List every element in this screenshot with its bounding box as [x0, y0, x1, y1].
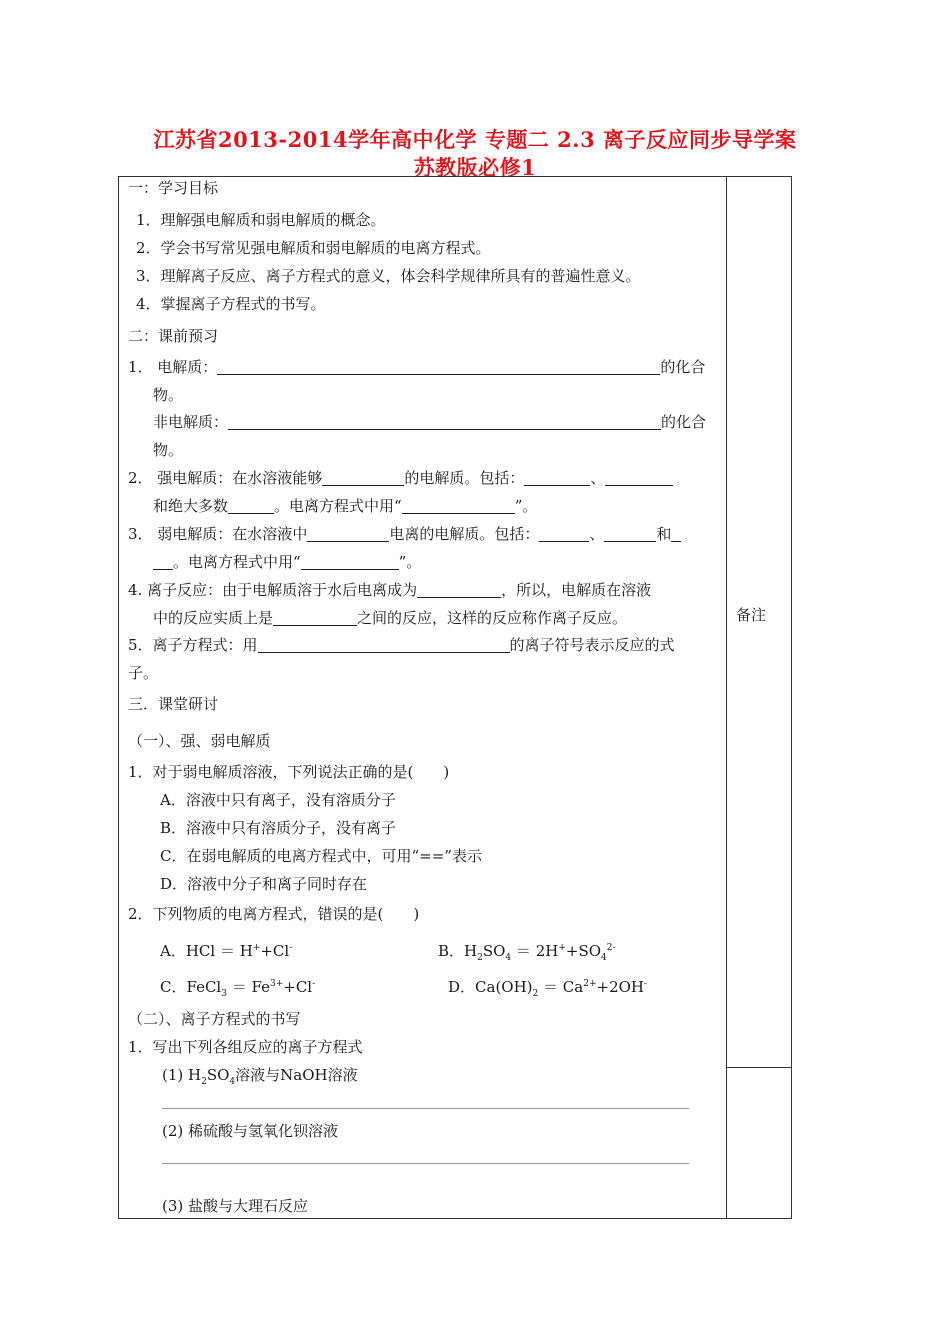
option-b: B．溶液中只有溶质分子，没有离子 — [160, 819, 397, 837]
blank-ionic-equation[interactable] — [258, 637, 510, 653]
q2-cont-end: ”。 — [514, 497, 538, 515]
q3-and: 和 — [656, 525, 672, 543]
q1-wrap: 物。 — [153, 386, 184, 404]
blank-strong-symbol[interactable] — [402, 498, 515, 514]
preview-q3-cont — [153, 552, 421, 572]
q5-label: 5．离子方程式：用 — [128, 636, 258, 654]
opt-c-text2: ＝ Fe — [226, 978, 270, 996]
q3-sep: 、 — [589, 525, 605, 543]
q5-wrap: 子。 — [128, 664, 159, 682]
reaction-1-sub: 2 — [201, 1077, 207, 1087]
preview-q5 — [128, 635, 675, 655]
q2-option-d — [448, 977, 647, 997]
opt-d-text2: ＝ Ca — [538, 978, 584, 996]
q3-text: 电离的电解质。包括： — [389, 525, 540, 543]
q4-cont-text: 中的反应实质上是 — [153, 609, 274, 627]
q2-option-b — [438, 941, 616, 961]
opt-b-text3: ＝ 2H — [511, 942, 559, 960]
option-a: A．溶液中只有离子，没有溶质分子 — [160, 791, 396, 809]
preview-q2 — [128, 468, 673, 488]
preview-q1 — [128, 357, 705, 377]
opt-a-sup2: - — [289, 943, 293, 953]
q2-option-c — [160, 977, 315, 997]
question-3: 1．写出下列各组反应的离子方程式 — [128, 1038, 363, 1056]
blank-ionic-2[interactable] — [273, 610, 357, 626]
blank-weak-symbol[interactable] — [301, 554, 399, 570]
q2-label: 2． 强电解质：在水溶液能够 — [128, 469, 323, 487]
blank-electrolyte-definition[interactable] — [217, 359, 660, 375]
reaction-1-text3: 溶液与NaOH溶液 — [235, 1066, 358, 1084]
opt-b-sub2: 4 — [505, 953, 512, 963]
subsection-electrolytes: （一）、强、弱电解质 — [128, 732, 271, 750]
opt-d-text3: +2OH — [596, 978, 645, 996]
notes-column-label: 备注 — [736, 606, 767, 624]
document-title-line2: 苏教版必修1 — [413, 155, 537, 180]
blank-ionic-1[interactable] — [417, 582, 501, 598]
q3-cont-text: 。电离方程式中用“ — [173, 553, 301, 571]
q3-cont-end: ”。 — [398, 553, 422, 571]
opt-c-sup2: - — [312, 979, 316, 989]
reaction-3: (3) 盐酸与大理石反应 — [162, 1197, 309, 1215]
opt-c-sup: 3+ — [269, 979, 284, 989]
preview-q4-cont — [153, 608, 627, 628]
q1-non-label: 非电解质： — [153, 413, 229, 431]
blank-strong-3[interactable] — [605, 470, 673, 486]
worksheet-table — [118, 176, 792, 1219]
blank-nonelectrolyte-definition[interactable] — [228, 414, 661, 430]
objective-item: 2．学会书写常见强电解质和弱电解质的电离方程式。 — [136, 239, 491, 257]
opt-a-sup: + — [252, 943, 261, 953]
objective-item: 3．理解离子反应、离子方程式的意义，体会科学规律所具有的普遍性意义。 — [136, 267, 641, 285]
opt-c-text: C．FeCl — [160, 978, 222, 996]
blank-weak-1[interactable] — [307, 526, 389, 542]
section-heading-preview: 二：课前预习 — [128, 327, 219, 345]
section-heading-discussion: 三．课堂研讨 — [128, 695, 219, 713]
answer-line-1[interactable] — [162, 1108, 689, 1109]
blank-strong-1[interactable] — [322, 470, 404, 486]
blank-weak-4b[interactable] — [153, 554, 173, 570]
notes-cell-divider — [726, 1067, 792, 1068]
opt-d-sub: 2 — [532, 989, 539, 999]
objective-item: 1．理解强电解质和弱电解质的概念。 — [136, 211, 386, 229]
q2-text: 的电解质。包括： — [404, 469, 525, 487]
blank-weak-3[interactable] — [604, 526, 656, 542]
document-title-line1: 江苏省2013-2014学年高中化学 专题二 2.3 离子反应同步导学案 — [153, 127, 797, 152]
q4-label: 4. 离子反应：由于电解质溶于水后电离成为 — [128, 581, 418, 599]
q1-non-suffix: 的化合 — [661, 413, 707, 431]
objective-item: 4．掌握离子方程式的书写。 — [136, 295, 326, 313]
option-c: C．在弱电解质的电离方程式中，可用“==”表示 — [160, 847, 482, 865]
opt-a-text2: +Cl — [260, 942, 290, 960]
q1-suffix: 的化合 — [660, 358, 706, 376]
q1-non-wrap: 物。 — [153, 441, 184, 459]
q2-sep: 、 — [590, 469, 606, 487]
q2-cont-text2: 。电离方程式中用“ — [274, 497, 402, 515]
option-d: D．溶液中分子和离子同时存在 — [160, 875, 368, 893]
blank-weak-2[interactable] — [539, 526, 589, 542]
column-divider — [726, 176, 727, 1219]
section-heading-objectives: 一：学习目标 — [128, 179, 219, 197]
reaction-1 — [162, 1065, 358, 1085]
blank-weak-4a[interactable] — [671, 526, 681, 542]
reaction-1-text2: SO — [206, 1066, 230, 1084]
opt-c-sub: 3 — [221, 989, 227, 999]
opt-b-text2: SO — [482, 942, 506, 960]
q5-text: 的离子符号表示反应的式 — [509, 636, 675, 654]
preview-q4 — [128, 580, 651, 600]
opt-a-text: A．HCl ＝ H — [160, 942, 253, 960]
reaction-2: (2) 稀硫酸与氢氧化钡溶液 — [162, 1122, 339, 1140]
opt-b-text: B．H — [438, 942, 478, 960]
opt-d-sup: 2+ — [583, 979, 597, 989]
blank-strong-4[interactable] — [228, 498, 274, 514]
question-2: 2．下列物质的电离方程式，错误的是( ) — [128, 905, 420, 923]
opt-b-sup2: 2- — [606, 943, 616, 953]
answer-line-2[interactable] — [162, 1163, 689, 1164]
opt-b-sub: 2 — [477, 953, 483, 963]
reaction-1-text: (1) H — [162, 1066, 202, 1084]
preview-q1-non — [153, 412, 706, 432]
blank-strong-2[interactable] — [524, 470, 590, 486]
preview-q2-cont — [153, 496, 537, 516]
preview-q3 — [128, 524, 681, 544]
opt-d-text: D．Ca(OH) — [448, 978, 533, 996]
q4-text: ，所以，电解质在溶液 — [501, 581, 652, 599]
opt-b-sup: + — [558, 943, 566, 953]
subsection-ionic-equations: （二）、离子方程式的书写 — [128, 1010, 301, 1028]
question-1: 1．对于弱电解质溶液，下列说法正确的是( ) — [128, 763, 450, 781]
q1-label: 1． 电解质： — [128, 358, 218, 376]
opt-d-sup2: - — [644, 979, 648, 989]
q4-cont-end: 之间的反应，这样的反应称作离子反应。 — [357, 609, 628, 627]
opt-b-text4: +SO — [565, 942, 602, 960]
opt-c-text3: +Cl — [283, 978, 313, 996]
opt-b-sub3: 4 — [601, 953, 607, 963]
q2-option-a — [160, 941, 292, 961]
q2-cont-text: 和绝大多数 — [153, 497, 229, 515]
q3-label: 3． 弱电解质：在水溶液中 — [128, 525, 308, 543]
reaction-1-sub2: 4 — [229, 1077, 236, 1087]
